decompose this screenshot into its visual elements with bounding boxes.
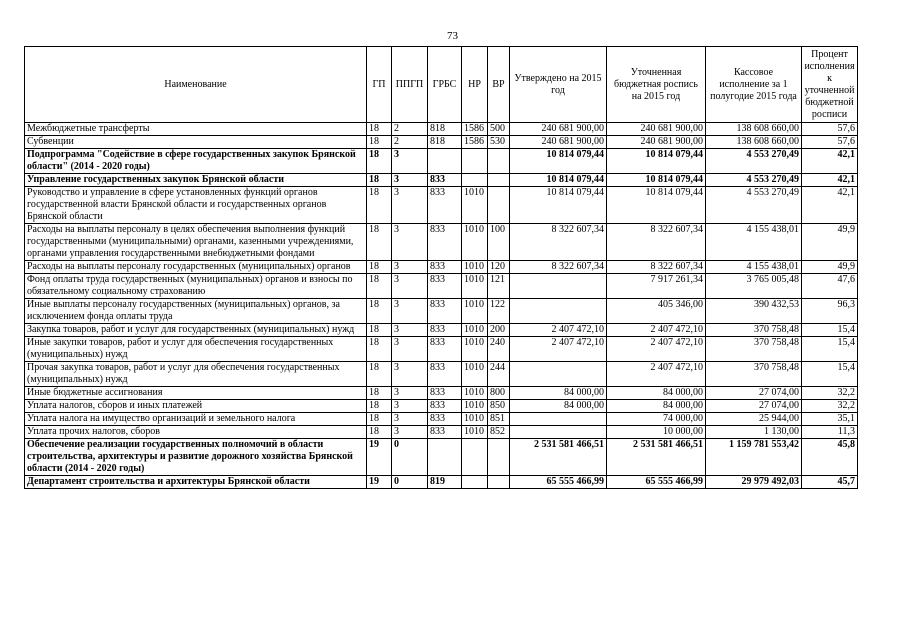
cell-cash: 27 074,00 — [706, 387, 802, 400]
cell-vr — [488, 149, 510, 174]
cell-np: 1010 — [462, 387, 488, 400]
header-gp: ГП — [367, 47, 392, 123]
cell-cash: 29 979 492,03 — [706, 476, 802, 489]
cell-gp: 18 — [367, 136, 392, 149]
cell-refined: 84 000,00 — [607, 400, 706, 413]
cell-name: Прочая закупка товаров, работ и услуг для обеспечения государственных (муниципальных) нужд — [25, 362, 367, 387]
table-row — [25, 324, 858, 337]
cell-ppgp: 0 — [392, 439, 428, 476]
cell-refined: 10 814 079,44 — [607, 174, 706, 187]
cell-percent: 42,1 — [802, 174, 858, 187]
header-ppgp: ППГП — [392, 47, 428, 123]
cell-percent: 15,4 — [802, 362, 858, 387]
cell-ppgp: 3 — [392, 224, 428, 261]
cell-np: 1010 — [462, 337, 488, 362]
cell-cash: 1 159 781 553,42 — [706, 439, 802, 476]
cell-grbs: 833 — [428, 299, 462, 324]
cell-gp: 19 — [367, 439, 392, 476]
cell-name: Закупка товаров, работ и услуг для государственных (муниципальных) нужд — [25, 324, 367, 337]
cell-refined: 240 681 900,00 — [607, 136, 706, 149]
cell-np: 1010 — [462, 362, 488, 387]
cell-ppgp: 3 — [392, 174, 428, 187]
table-row — [25, 149, 858, 174]
cell-refined: 10 000,00 — [607, 426, 706, 439]
table-row — [25, 476, 858, 489]
cell-ppgp: 3 — [392, 387, 428, 400]
table-row — [25, 400, 858, 413]
cell-gp: 18 — [367, 426, 392, 439]
cell-refined: 405 346,00 — [607, 299, 706, 324]
cell-approved: 8 322 607,34 — [510, 261, 607, 274]
cell-grbs: 833 — [428, 426, 462, 439]
cell-approved — [510, 274, 607, 299]
table-row — [25, 123, 858, 136]
cell-name: Управление государственных закупок Брянской области — [25, 174, 367, 187]
cell-gp: 18 — [367, 123, 392, 136]
cell-approved: 10 814 079,44 — [510, 187, 607, 224]
cell-approved — [510, 413, 607, 426]
cell-refined: 10 814 079,44 — [607, 187, 706, 224]
cell-cash: 4 553 270,49 — [706, 174, 802, 187]
cell-grbs: 833 — [428, 261, 462, 274]
cell-approved: 84 000,00 — [510, 400, 607, 413]
cell-np: 1010 — [462, 261, 488, 274]
header-cash: Кассовое исполнение за 1 полугодие 2015 года — [706, 47, 802, 123]
cell-approved — [510, 299, 607, 324]
cell-approved: 2 407 472,10 — [510, 337, 607, 362]
cell-percent: 45,7 — [802, 476, 858, 489]
cell-approved — [510, 362, 607, 387]
cell-vr: 120 — [488, 261, 510, 274]
header-grbs: ГРБС — [428, 47, 462, 123]
cell-name: Расходы на выплаты персоналу государственных (муниципальных) органов — [25, 261, 367, 274]
table-row — [25, 413, 858, 426]
cell-gp: 19 — [367, 476, 392, 489]
cell-grbs: 833 — [428, 274, 462, 299]
cell-approved: 2 531 581 466,51 — [510, 439, 607, 476]
cell-np: 1586 — [462, 123, 488, 136]
cell-name: Уплата прочих налогов, сборов — [25, 426, 367, 439]
cell-gp: 18 — [367, 224, 392, 261]
cell-vr — [488, 187, 510, 224]
cell-gp: 18 — [367, 149, 392, 174]
cell-percent: 11,3 — [802, 426, 858, 439]
cell-percent: 32,2 — [802, 400, 858, 413]
cell-np: 1586 — [462, 136, 488, 149]
cell-gp: 18 — [367, 187, 392, 224]
cell-vr: 852 — [488, 426, 510, 439]
cell-grbs: 818 — [428, 136, 462, 149]
cell-percent: 42,1 — [802, 149, 858, 174]
header-refined: Уточненная бюджетная роспись на 2015 год — [607, 47, 706, 123]
cell-gp: 18 — [367, 261, 392, 274]
cell-grbs: 833 — [428, 337, 462, 362]
cell-np: 1010 — [462, 400, 488, 413]
cell-ppgp: 3 — [392, 299, 428, 324]
cell-grbs: 818 — [428, 123, 462, 136]
cell-vr — [488, 174, 510, 187]
table-row — [25, 174, 858, 187]
cell-grbs: 819 — [428, 476, 462, 489]
cell-np: 1010 — [462, 187, 488, 224]
cell-gp: 18 — [367, 274, 392, 299]
cell-grbs: 833 — [428, 362, 462, 387]
cell-ppgp: 3 — [392, 149, 428, 174]
cell-refined: 2 531 581 466,51 — [607, 439, 706, 476]
cell-grbs: 833 — [428, 387, 462, 400]
cell-ppgp: 3 — [392, 426, 428, 439]
cell-grbs: 833 — [428, 413, 462, 426]
cell-cash: 25 944,00 — [706, 413, 802, 426]
table-row — [25, 387, 858, 400]
cell-ppgp: 0 — [392, 476, 428, 489]
cell-grbs: 833 — [428, 324, 462, 337]
cell-name: Уплата налога на имущество организаций и земельного налога — [25, 413, 367, 426]
cell-vr — [488, 476, 510, 489]
cell-vr — [488, 439, 510, 476]
header-vr: ВР — [488, 47, 510, 123]
cell-percent: 57,6 — [802, 136, 858, 149]
cell-vr: 200 — [488, 324, 510, 337]
table-row — [25, 224, 858, 261]
cell-vr: 100 — [488, 224, 510, 261]
cell-cash: 4 553 270,49 — [706, 149, 802, 174]
cell-cash: 138 608 660,00 — [706, 123, 802, 136]
cell-approved: 65 555 466,99 — [510, 476, 607, 489]
cell-ppgp: 3 — [392, 324, 428, 337]
cell-cash: 3 765 005,48 — [706, 274, 802, 299]
cell-approved: 2 407 472,10 — [510, 324, 607, 337]
table-row — [25, 439, 858, 476]
cell-gp: 18 — [367, 413, 392, 426]
cell-grbs — [428, 149, 462, 174]
cell-ppgp: 3 — [392, 337, 428, 362]
cell-name: Расходы на выплаты персоналу в целях обеспечения выполнения функций государственными (муниципальными) органами, казенными учреждениями, органами управления государственными внебюджетными фондами — [25, 224, 367, 261]
cell-vr: 240 — [488, 337, 510, 362]
cell-cash: 390 432,53 — [706, 299, 802, 324]
cell-vr: 800 — [488, 387, 510, 400]
cell-refined: 240 681 900,00 — [607, 123, 706, 136]
table-body — [25, 123, 858, 489]
cell-name: Обеспечение реализации государственных полномочий в области строительства, архитектуры и развитие дорожного хозяйства Брянской области (2014 - 2020 годы) — [25, 439, 367, 476]
cell-approved: 240 681 900,00 — [510, 136, 607, 149]
cell-grbs: 833 — [428, 224, 462, 261]
cell-gp: 18 — [367, 174, 392, 187]
table-row — [25, 136, 858, 149]
cell-vr: 850 — [488, 400, 510, 413]
cell-refined: 2 407 472,10 — [607, 337, 706, 362]
table-row — [25, 274, 858, 299]
cell-name: Уплата налогов, сборов и иных платежей — [25, 400, 367, 413]
cell-cash: 4 155 438,01 — [706, 224, 802, 261]
header-row — [25, 47, 858, 123]
cell-grbs: 833 — [428, 400, 462, 413]
cell-np: 1010 — [462, 224, 488, 261]
cell-cash: 370 758,48 — [706, 324, 802, 337]
cell-cash: 4 553 270,49 — [706, 187, 802, 224]
cell-refined: 65 555 466,99 — [607, 476, 706, 489]
cell-np — [462, 149, 488, 174]
cell-refined: 8 322 607,34 — [607, 261, 706, 274]
table-row — [25, 426, 858, 439]
cell-percent: 32,2 — [802, 387, 858, 400]
cell-name: Иные закупки товаров, работ и услуг для обеспечения государственных (муниципальных) нужд — [25, 337, 367, 362]
cell-gp: 18 — [367, 387, 392, 400]
table-row — [25, 337, 858, 362]
cell-name: Фонд оплаты труда государственных (муниципальных) органов и взносы по обязательному социальному страхованию — [25, 274, 367, 299]
cell-cash: 27 074,00 — [706, 400, 802, 413]
cell-name: Руководство и управление в сфере установленных функций органов государственной власти Брянской области и государственных органов Брянской области — [25, 187, 367, 224]
cell-gp: 18 — [367, 299, 392, 324]
cell-name: Иные бюджетные ассигнования — [25, 387, 367, 400]
table-row — [25, 299, 858, 324]
cell-approved: 10 814 079,44 — [510, 174, 607, 187]
table-row — [25, 261, 858, 274]
budget-table — [24, 46, 858, 489]
cell-percent: 57,6 — [802, 123, 858, 136]
cell-np — [462, 439, 488, 476]
page-number: 73 — [447, 30, 458, 42]
cell-name: Иные выплаты персоналу государственных (муниципальных) органов, за исключением фонда оплаты труда — [25, 299, 367, 324]
header-np: НР — [462, 47, 488, 123]
cell-refined: 10 814 079,44 — [607, 149, 706, 174]
cell-percent: 49,9 — [802, 261, 858, 274]
cell-vr: 500 — [488, 123, 510, 136]
cell-percent: 15,4 — [802, 324, 858, 337]
cell-grbs: 833 — [428, 174, 462, 187]
cell-refined: 2 407 472,10 — [607, 362, 706, 387]
cell-np: 1010 — [462, 413, 488, 426]
cell-np — [462, 476, 488, 489]
cell-np: 1010 — [462, 274, 488, 299]
cell-refined: 74 000,00 — [607, 413, 706, 426]
header-approved: Утверждено на 2015 год — [510, 47, 607, 123]
cell-name: Департамент строительства и архитектуры Брянской области — [25, 476, 367, 489]
cell-cash: 370 758,48 — [706, 362, 802, 387]
cell-ppgp: 3 — [392, 261, 428, 274]
cell-gp: 18 — [367, 324, 392, 337]
table-row — [25, 362, 858, 387]
cell-ppgp: 2 — [392, 123, 428, 136]
cell-gp: 18 — [367, 337, 392, 362]
cell-percent: 45,8 — [802, 439, 858, 476]
cell-approved: 84 000,00 — [510, 387, 607, 400]
cell-vr: 244 — [488, 362, 510, 387]
cell-vr: 530 — [488, 136, 510, 149]
cell-refined: 8 322 607,34 — [607, 224, 706, 261]
cell-cash: 370 758,48 — [706, 337, 802, 362]
cell-cash: 138 608 660,00 — [706, 136, 802, 149]
cell-name: Межбюджетные трансферты — [25, 123, 367, 136]
cell-approved: 8 322 607,34 — [510, 224, 607, 261]
cell-vr: 121 — [488, 274, 510, 299]
cell-vr: 122 — [488, 299, 510, 324]
cell-gp: 18 — [367, 400, 392, 413]
cell-name: Подпрограмма "Содействие в сфере государственных закупок Брянской области" (2014 - 2020 годы) — [25, 149, 367, 174]
cell-np — [462, 174, 488, 187]
cell-ppgp: 3 — [392, 400, 428, 413]
cell-refined: 2 407 472,10 — [607, 324, 706, 337]
cell-cash: 4 155 438,01 — [706, 261, 802, 274]
cell-grbs: 833 — [428, 187, 462, 224]
cell-ppgp: 2 — [392, 136, 428, 149]
cell-name: Субвенции — [25, 136, 367, 149]
cell-grbs — [428, 439, 462, 476]
cell-approved: 10 814 079,44 — [510, 149, 607, 174]
cell-percent: 35,1 — [802, 413, 858, 426]
cell-percent: 15,4 — [802, 337, 858, 362]
cell-np: 1010 — [462, 324, 488, 337]
cell-cash: 1 130,00 — [706, 426, 802, 439]
header-name: Наименование — [25, 47, 367, 123]
cell-percent: 96,3 — [802, 299, 858, 324]
cell-vr: 851 — [488, 413, 510, 426]
cell-percent: 47,6 — [802, 274, 858, 299]
cell-approved: 240 681 900,00 — [510, 123, 607, 136]
cell-percent: 49,9 — [802, 224, 858, 261]
cell-np: 1010 — [462, 299, 488, 324]
header-percent: Процент исполнения к уточненной бюджетной росписи — [802, 47, 858, 123]
cell-percent: 42,1 — [802, 187, 858, 224]
cell-ppgp: 3 — [392, 362, 428, 387]
cell-np: 1010 — [462, 426, 488, 439]
cell-refined: 84 000,00 — [607, 387, 706, 400]
cell-ppgp: 3 — [392, 187, 428, 224]
table-row — [25, 187, 858, 224]
cell-refined: 7 917 261,34 — [607, 274, 706, 299]
cell-ppgp: 3 — [392, 413, 428, 426]
cell-approved — [510, 426, 607, 439]
cell-gp: 18 — [367, 362, 392, 387]
cell-ppgp: 3 — [392, 274, 428, 299]
